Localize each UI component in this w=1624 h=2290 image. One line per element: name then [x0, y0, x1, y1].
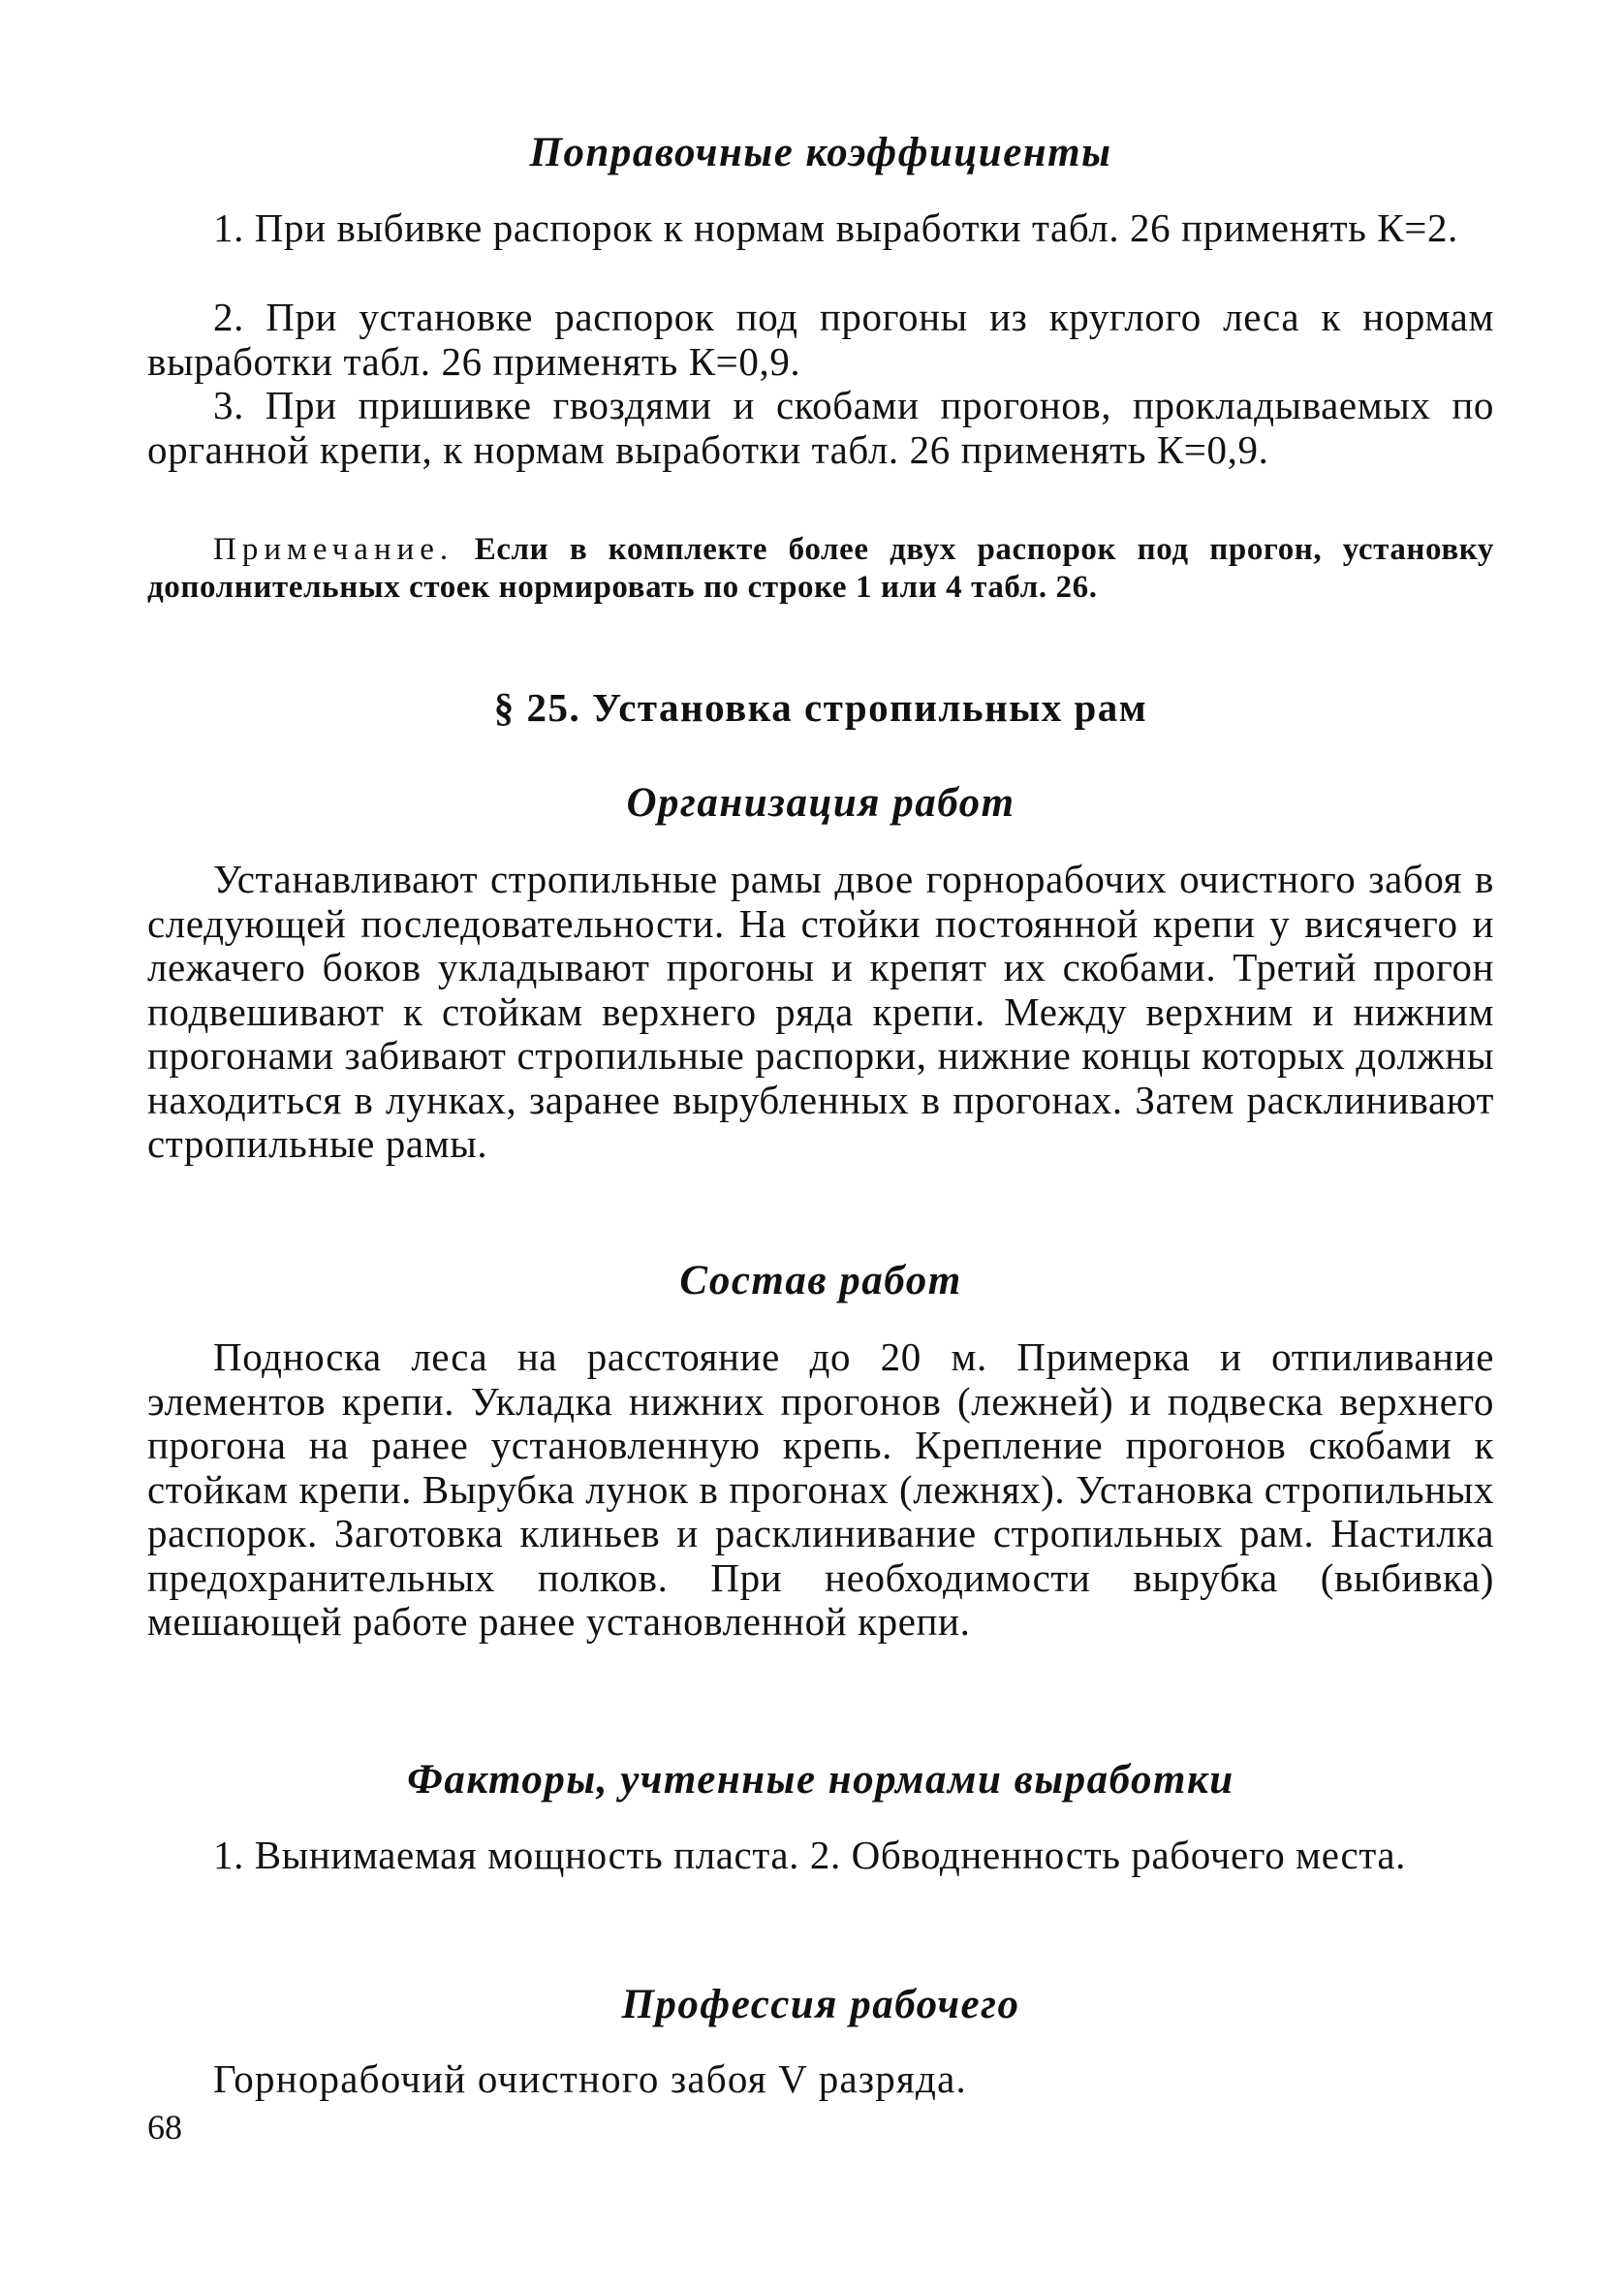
correction-item-2: 2. При установке распорок под прогоны из круглого леса к нормам выработки табл. 26 применять К=0,9. — [147, 295, 1494, 384]
page-number: 68 — [147, 2108, 182, 2147]
profession-heading: Профессия рабочего — [621, 1982, 1020, 2027]
note-label: Примечание. — [213, 532, 454, 567]
work-organization-text: Устанавливают стропильные рамы двое горнорабочих очистного забоя в следующей последовательности. На стойки постоянной крепи у висячего и лежачего боков укладывают прогоны и крепят их скобами. Третий прогон подвешивают к стойкам верхнего ряда крепи. Между верхним и нижним прогонами забивают стропильные распорки, нижние концы которых должны находиться в лунках, заранее вырубленных в прогонах. Затем расклинивают стропильные рамы. — [147, 857, 1494, 1166]
note-paragraph — [147, 531, 1494, 607]
work-composition-heading: Состав работ — [679, 1258, 962, 1303]
correction-coefficients-heading: Поправочные коэффициенты — [529, 130, 1112, 175]
factors-text: 1. Вынимаемая мощность пласта. 2. Обводненность рабочего места. — [213, 1833, 1406, 1877]
section-title: § 25. Установка стропильных рам — [493, 685, 1148, 730]
work-composition-text: Подноска леса на расстояние до 20 м. Примерка и отпиливание элементов крепи. Укладка нижних прогонов (лежней) и подвеска верхнего прогона на ранее установленную крепь. Крепление прогонов скобами к стойкам крепи. Вырубка лунок в прогонах (лежнях). Установка стропильных распорок. Заготовка клиньев и расклинивание стропильных рам. Настилка предохранительных полков. При необходимости вырубка (выбивка) мешающей работе ранее установленной крепи. — [147, 1334, 1494, 1644]
correction-item-1: 1. При выбивке распорок к нормам выработки табл. 26 применять К=2. — [213, 205, 1458, 250]
correction-item-3: 3. При пришивке гвоздями и скобами прогонов, прокладываемых по органной крепи, к нормам выработки табл. 26 применять К=0,9. — [147, 383, 1494, 472]
factors-heading: Факторы, учтенные нормами выработки — [407, 1757, 1234, 1803]
note-text: Если в комплекте более двух распорок под прогон, установку дополнительных стоек нормировать по строке 1 или 4 табл. 26. — [147, 532, 1494, 605]
profession-text: Горнорабочий очистного забоя V разряда. — [213, 2056, 967, 2101]
document-page — [147, 0, 1494, 2290]
work-organization-heading: Организация работ — [626, 780, 1015, 826]
